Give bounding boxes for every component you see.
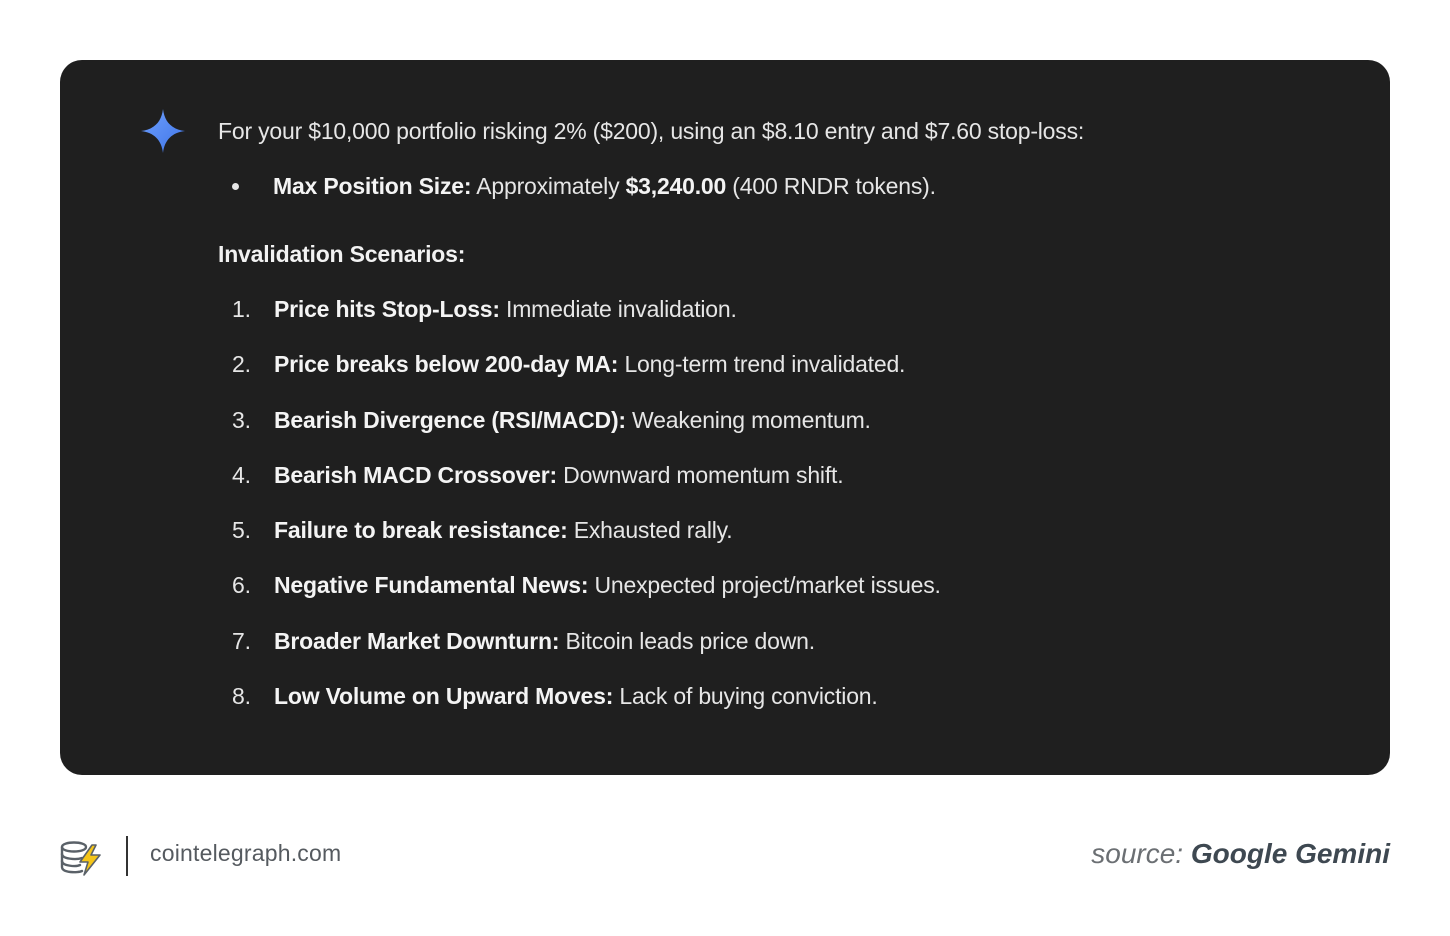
- list-number: 6.: [232, 572, 251, 599]
- source-name: Google Gemini: [1190, 838, 1390, 869]
- source-prefix: source:: [1091, 838, 1191, 869]
- bullet-label: Max Position Size:: [273, 173, 472, 199]
- list-item-title: Price breaks below 200-day MA:: [274, 351, 619, 378]
- list-item-title: Negative Fundamental News:: [274, 572, 589, 599]
- list-item-desc: Immediate invalidation.: [499, 296, 737, 322]
- list-item-text: [274, 681, 878, 711]
- site-link[interactable]: cointelegraph.com: [150, 840, 342, 866]
- list-item-title: Broader Market Downturn:: [274, 627, 560, 654]
- list-item-desc: Lack of buying conviction.: [613, 683, 878, 710]
- bullet-item: [218, 171, 1330, 201]
- response-content: [218, 116, 1330, 736]
- list-number: 1.: [232, 296, 251, 322]
- list-item-text: [274, 294, 737, 324]
- gemini-response-card: [60, 60, 1390, 775]
- list-item-text: [274, 570, 941, 600]
- list-number: 2.: [232, 351, 251, 378]
- list-number: 8.: [232, 683, 251, 710]
- list-item-title: Bearish MACD Crossover:: [274, 461, 557, 488]
- section-heading: Invalidation Scenarios:: [218, 241, 466, 267]
- bullet-dot: [232, 183, 239, 190]
- list-item-text: [274, 349, 905, 379]
- list-item-desc: Exhausted rally.: [567, 517, 733, 544]
- list-item-text: [274, 515, 732, 545]
- list-item-title: Failure to break resistance:: [274, 517, 568, 544]
- list-number: 3.: [232, 406, 251, 433]
- bullet-text: [273, 171, 936, 201]
- bullet-post: (400 RNDR tokens).: [726, 173, 936, 199]
- footer-divider: [126, 836, 128, 876]
- list-item: [218, 681, 1330, 711]
- list-item: [218, 515, 1330, 545]
- list-item-text: [274, 405, 871, 435]
- list-item-text: [274, 626, 815, 656]
- list-item: [218, 460, 1330, 490]
- list-item-title: Low Volume on Upward Moves:: [274, 683, 614, 710]
- list-item-desc: Downward momentum shift.: [556, 461, 844, 488]
- list-item-text: [274, 460, 843, 490]
- list-number: 4.: [232, 461, 251, 488]
- cointelegraph-logo-icon: [58, 835, 104, 877]
- list-item-desc: Long-term trend invalidated.: [618, 351, 906, 378]
- list-number: 7.: [232, 627, 251, 654]
- list-item: [218, 349, 1330, 379]
- gemini-sparkle-icon: [140, 108, 186, 154]
- list-item: [218, 294, 1330, 324]
- list-item-desc: Weakening momentum.: [625, 406, 871, 433]
- list-item-desc: Bitcoin leads price down.: [559, 627, 815, 654]
- intro-text: For your $10,000 portfolio risking 2% ($200), using an $8.10 entry and $7.60 stop-loss:: [218, 118, 1085, 144]
- list-item: [218, 570, 1330, 600]
- list-item: [218, 626, 1330, 656]
- scenario-list: [218, 294, 1330, 711]
- list-item: [218, 405, 1330, 435]
- source-credit: [1091, 838, 1390, 870]
- list-item-desc: Unexpected project/market issues.: [588, 572, 941, 599]
- bullet-amount: $3,240.00: [625, 173, 727, 199]
- bullet-pre: Approximately: [471, 173, 626, 199]
- list-number: 5.: [232, 517, 251, 544]
- list-item-title: Bearish Divergence (RSI/MACD):: [274, 406, 626, 433]
- list-item-title: Price hits Stop-Loss:: [274, 296, 500, 322]
